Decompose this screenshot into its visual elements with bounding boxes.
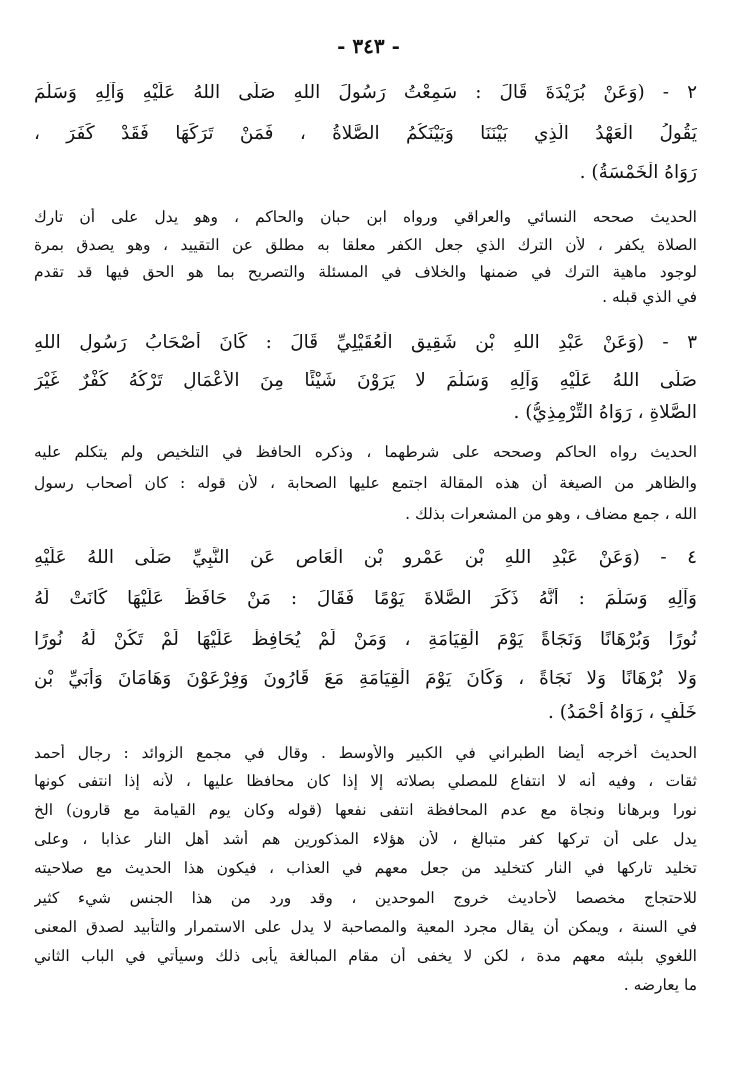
hadith-4-line: خَلَفٍ ، رَوَاهُ أَحْمَدُ) . bbox=[548, 702, 697, 723]
hadith-3-line: الصَّلاةِ ، رَوَاهُ التِّرْمِذِيُّ) . bbox=[513, 402, 697, 423]
commentary-3-line: الحديث رواه الحاكم وصححه على شرطهما ، وذكره الحافظ في التلخيص ولم يتكلم عليه bbox=[34, 443, 697, 461]
commentary-4-line: الحديث أخرجه أيضا الطبراني في الكبير والأوسط . وقال في مجمع الزوائد : رجال أحمد bbox=[34, 744, 697, 762]
commentary-4-line: اللغوي بلبثه معهم مدة ، لكن لا يخفى أن مقام المبالغة يأبى ذلك وسيأتي في الباب الثاني bbox=[34, 947, 697, 965]
commentary-2-line: لوجود ماهية الترك في ضمنها والخلاف في المسئلة والتصريح بما هو الحق فيها قد تقدم bbox=[34, 263, 697, 281]
hadith-3-line: صَلَّى اللهُ عَلَيْهِ وَآلِهِ وَسَلَّمَ لا يَرَوْنَ شَيْئًا مِنَ الأَعْمَالِ تَرْكُهُ كُفْرٌ غَيْرَ bbox=[34, 370, 697, 391]
commentary-4-line: ما يعارضه . bbox=[623, 976, 697, 994]
commentary-4-line: ثقات ، وفيه أنه لا انتفاع للمصلي بصلاته إلا إذا كان محافظا عليها ، لأنه إذا انتفى كونها bbox=[34, 772, 697, 790]
hadith-2-line: يَقُولُ الْعَهْدُ الَّذِي بَيْنَنَا وَبَيْنَكُمُ الصَّلاةُ ، فَمَنْ تَرَكَهَا فَقَدْ كَفَرَ ، bbox=[34, 123, 697, 144]
commentary-2-line: الحديث صححه النسائي والعراقي ورواه ابن حبان والحاكم ، وهو يدل على أن تارك bbox=[34, 208, 697, 226]
hadith-4-line: وَآلِهِ وَسَلَّمَ : أَنَّهُ ذَكَرَ الصَّلاةَ يَوْمًا فَقَالَ : مَنْ حَافَظَ عَلَيْهَا كَانَتْ لَهُ bbox=[34, 588, 697, 609]
commentary-2-line: في الذي قبله . bbox=[602, 288, 697, 306]
commentary-4-line: تخليد تاركها في النار كتخليد من جعل معهم في العذاب ، فيكون هذا الحديث مع صلاحيته bbox=[34, 859, 697, 877]
commentary-3-line: والظاهر من الصيغة أن هذه المقالة اجتمع عليها الصحابة ، لأن قوله : كان أصحاب رسول bbox=[34, 474, 697, 492]
hadith-4-line: ٤ - (وَعَنْ عَبْدِ اللهِ بْنِ عَمْرِو بْنِ الْعَاصِ عَنِ النَّبِيِّ صَلَّى اللهُ عَلَيْهِ bbox=[34, 547, 697, 568]
commentary-4-line: نورا وبرهانا ونجاة مع عدم المحافظة انتفى نفعها (قوله وكان يوم القيامة مع قارون) الخ bbox=[34, 801, 697, 819]
commentary-2-line: الصلاة يكفر ، لأن الترك الذي جعل الكفر معلقا به مطلق عن التقييد ، وهو يصدق بمرة bbox=[34, 236, 697, 254]
commentary-4-line: للاحتجاج مخصصا لأحاديث خروج الموحدين ، وقد ورد من هذا الجنس شيء كثير bbox=[34, 889, 697, 907]
hadith-2-line: ٢ - (وَعَنْ بُرَيْدَةَ قَالَ : سَمِعْتُ رَسُولَ اللهِ صَلَّى اللهُ عَلَيْهِ وَآلِهِ وَسَلَّمَ bbox=[34, 82, 697, 103]
commentary-4-line: في السنة ، ويمكن أن يقال مجرد المعية والمصاحبة لا يدل على الاستمرار والتأبيد لصدق المعنى bbox=[34, 918, 697, 936]
hadith-3-line: ٣ - (وَعَنْ عَبْدِ اللهِ بْنِ شَقِيقٍ الْعُقَيْلِيِّ قَالَ : كَانَ أَصْحَابُ رَسُولِ اللهِ bbox=[34, 332, 697, 353]
hadith-4-line: وَلا بُرْهَانًا وَلا نَجَاةً ، وَكَانَ يَوْمَ الْقِيَامَةِ مَعَ قَارُونَ وَفِرْعَوْنَ وَهَامَانَ وَأُبَيِّ بْنِ bbox=[34, 668, 697, 689]
page-number: - ٣٤٣ - bbox=[337, 34, 400, 58]
hadith-2-line: رَوَاهُ الْخَمْسَةُ) . bbox=[579, 162, 697, 183]
commentary-3-line: الله ، جمع مضاف ، وهو من المشعرات بذلك . bbox=[405, 505, 697, 523]
commentary-4-line: يدل على أن تركها كفر متبالغ ، لأن هؤلاء المذكورين هم أشد أهل النار عذابا ، وعلى bbox=[34, 830, 697, 848]
hadith-4-line: نُورًا وَبُرْهَانًا وَنَجَاةً يَوْمَ الْقِيَامَةِ ، وَمَنْ لَمْ يُحَافِظْ عَلَيْهَا لَمْ تَكُنْ لَهُ نُورًا bbox=[34, 629, 697, 650]
